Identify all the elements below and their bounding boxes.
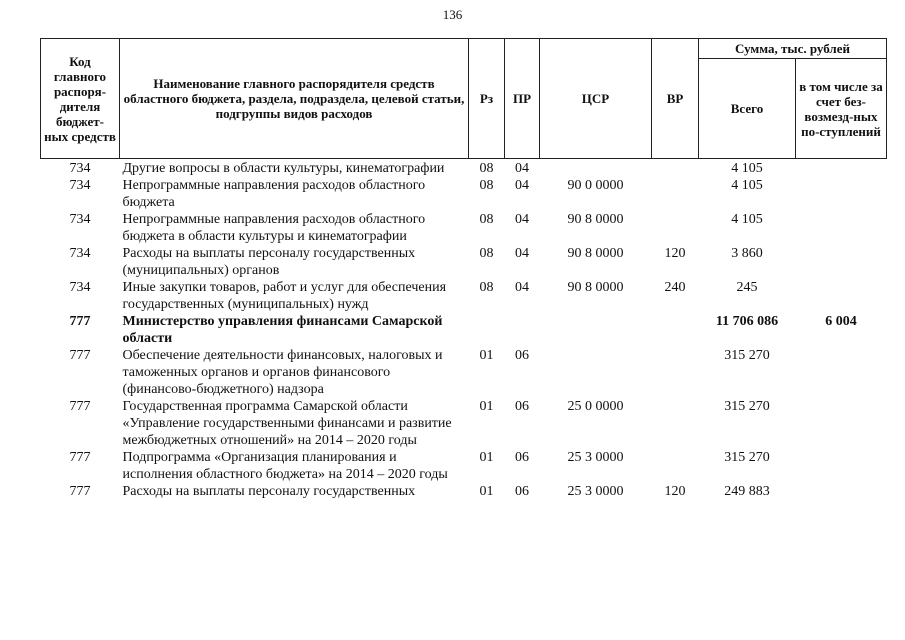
cell-pr: 04 — [515, 212, 529, 227]
cell-code: 734 — [69, 178, 91, 193]
cell-csr — [540, 347, 652, 398]
header-vr: ВР — [652, 39, 699, 159]
cell-total: 315 270 — [724, 348, 770, 363]
table-row — [41, 347, 887, 398]
cell-name: Непрограммные направления расходов областного бюджета в области культуры и кинематографии — [122, 212, 426, 244]
cell-csr: 25 3 0000 — [567, 450, 624, 465]
cell-vr: 240 — [664, 280, 686, 295]
cell-incl — [796, 211, 887, 245]
table-row — [41, 313, 887, 347]
cell-rz: 01 — [479, 399, 494, 414]
cell-csr: 90 8 0000 — [567, 212, 624, 227]
cell-rz: 01 — [479, 484, 494, 499]
cell-total: 4 105 — [731, 212, 763, 227]
cell-incl — [796, 449, 887, 483]
cell-rz: 08 — [479, 212, 494, 227]
cell-incl — [796, 483, 887, 500]
cell-vr: 120 — [664, 484, 686, 499]
cell-incl: 6 004 — [825, 314, 857, 329]
cell-name: Расходы на выплаты персоналу государственных — [122, 484, 416, 499]
cell-incl — [796, 245, 887, 279]
cell-code: 777 — [69, 450, 91, 465]
cell-name: Иные закупки товаров, работ и услуг для обеспечения государственных (муниципальных) нужд — [122, 280, 447, 312]
cell-code: 777 — [69, 348, 91, 363]
cell-csr: 90 8 0000 — [567, 280, 624, 295]
cell-total: 315 270 — [724, 450, 770, 465]
cell-rz: 08 — [479, 280, 494, 295]
cell-csr — [540, 159, 652, 178]
table-row — [41, 279, 887, 313]
table-row — [41, 211, 887, 245]
cell-name: Министерство управления финансами Самарской области — [122, 314, 443, 346]
cell-rz: 08 — [479, 178, 494, 193]
cell-vr — [652, 313, 699, 347]
cell-name: Подпрограмма «Организация планирования и исполнения областного бюджета» на 2014 – 2020 годы — [122, 450, 448, 482]
cell-vr — [652, 347, 699, 398]
cell-incl — [796, 159, 887, 178]
cell-pr: 06 — [515, 399, 529, 414]
cell-total: 315 270 — [724, 399, 770, 414]
table-body — [41, 159, 887, 501]
cell-csr: 90 0 0000 — [567, 178, 624, 193]
cell-rz: 01 — [479, 450, 494, 465]
cell-vr — [652, 211, 699, 245]
table-row — [41, 449, 887, 483]
cell-pr: 04 — [515, 246, 529, 261]
cell-name: Расходы на выплаты персоналу государственных (муниципальных) органов — [122, 246, 416, 278]
cell-code: 777 — [69, 314, 91, 329]
cell-pr: 06 — [515, 484, 529, 499]
cell-rz: 08 — [479, 161, 494, 176]
cell-code: 734 — [69, 280, 91, 295]
header-incl: в том числе за счет без-возмезд-ных по-ступлений — [796, 59, 887, 159]
cell-total: 4 105 — [731, 161, 763, 176]
header-name: Наименование главного распорядителя средств областного бюджета, раздела, подраздела, целевой статьи, подгруппы видов расходов — [120, 39, 469, 159]
cell-rz — [469, 313, 505, 347]
cell-incl — [796, 177, 887, 211]
cell-pr: 06 — [515, 450, 529, 465]
cell-name: Другие вопросы в области культуры, кинематографии — [122, 161, 445, 176]
table-header — [41, 39, 887, 159]
cell-rz: 08 — [479, 246, 494, 261]
cell-total: 249 883 — [724, 484, 770, 499]
cell-pr: 06 — [515, 348, 529, 363]
cell-pr: 04 — [515, 161, 529, 176]
cell-name: Непрограммные направления расходов областного бюджета — [122, 178, 426, 210]
table-row — [41, 245, 887, 279]
cell-incl — [796, 279, 887, 313]
cell-name: Государственная программа Самарской области «Управление государственными финансами и развитие межбюджетных отношений» на 2014 – 2020 годы — [122, 399, 452, 448]
cell-vr: 120 — [664, 246, 686, 261]
cell-vr — [652, 159, 699, 178]
cell-csr: 90 8 0000 — [567, 246, 624, 261]
cell-incl — [796, 398, 887, 449]
header-csr: ЦСР — [540, 39, 652, 159]
budget-table — [40, 38, 887, 500]
cell-pr — [505, 313, 540, 347]
cell-csr — [540, 313, 652, 347]
cell-code: 777 — [69, 484, 91, 499]
table-row — [41, 177, 887, 211]
header-total: Всего — [699, 59, 796, 159]
page-number: 136 — [442, 7, 463, 22]
cell-code: 734 — [69, 246, 91, 261]
header-rz: Рз — [469, 39, 505, 159]
cell-code: 734 — [69, 212, 91, 227]
cell-code: 777 — [69, 399, 91, 414]
cell-vr — [652, 177, 699, 211]
cell-total: 4 105 — [731, 178, 763, 193]
cell-csr: 25 0 0000 — [567, 399, 624, 414]
cell-vr — [652, 449, 699, 483]
cell-total: 3 860 — [731, 246, 763, 261]
cell-total: 245 — [736, 280, 758, 295]
header-pr: ПР — [505, 39, 540, 159]
table-row — [41, 159, 887, 178]
cell-code: 734 — [69, 161, 91, 176]
header-sum: Сумма, тыс. рублей — [699, 39, 887, 59]
cell-pr: 04 — [515, 280, 529, 295]
table-row — [41, 483, 887, 500]
cell-csr: 25 3 0000 — [567, 484, 624, 499]
table-row — [41, 398, 887, 449]
header-code: Код главного распоря-дителя бюджет-ных средств — [41, 39, 120, 159]
cell-name: Обеспечение деятельности финансовых, налоговых и таможенных органов и органов финансового (финансово-бюджетного) надзора — [122, 348, 443, 397]
cell-rz: 01 — [479, 348, 494, 363]
cell-vr — [652, 398, 699, 449]
cell-pr: 04 — [515, 178, 529, 193]
cell-incl — [796, 347, 887, 398]
cell-total: 11 706 086 — [715, 314, 779, 329]
